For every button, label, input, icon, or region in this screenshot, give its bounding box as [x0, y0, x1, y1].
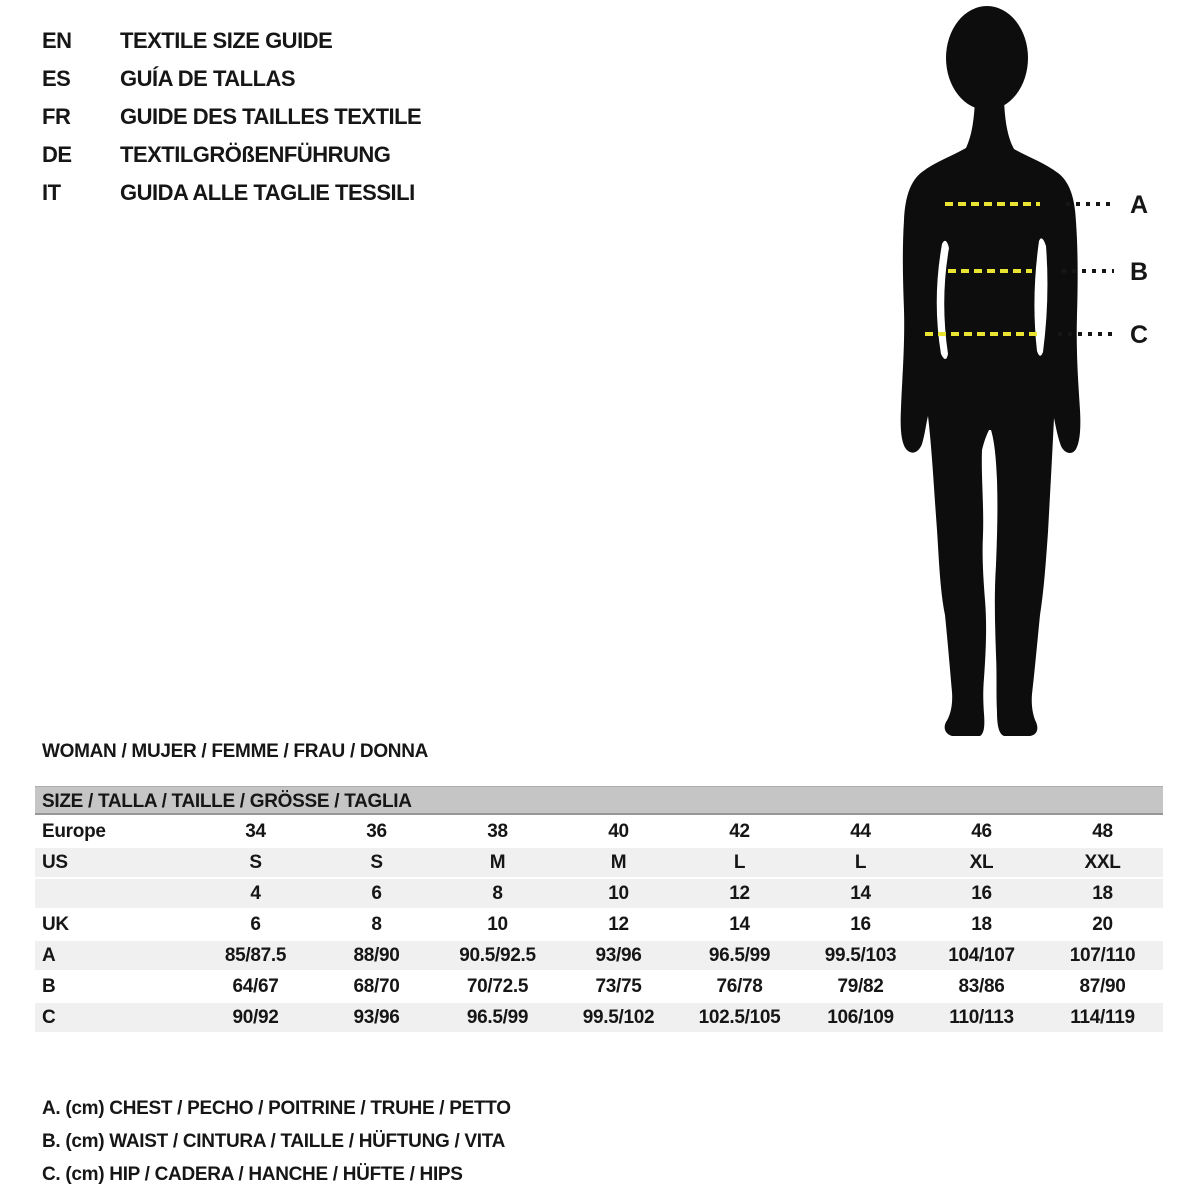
guide-title: GUIDA ALLE TAGLIE TESSILI: [120, 180, 415, 205]
measurement-legend: [42, 1092, 511, 1191]
language-row: [42, 136, 421, 174]
row-label: B: [42, 975, 56, 997]
size-cell: 107/110: [1069, 944, 1136, 966]
row-label: C: [42, 1006, 56, 1028]
size-cell: 12: [729, 882, 750, 904]
size-cell: 73/75: [595, 975, 642, 997]
size-cell: 16: [971, 882, 992, 904]
language-code: DE: [42, 142, 72, 167]
size-cell: XXL: [1084, 851, 1121, 873]
row-label: UK: [42, 913, 69, 935]
size-cell: 96.5/99: [466, 1006, 529, 1028]
size-table: [35, 786, 1163, 1032]
size-cell: 106/109: [827, 1006, 894, 1028]
size-cell: 6: [371, 882, 382, 904]
size-cell: 10: [487, 913, 508, 935]
size-cell: 83/86: [958, 975, 1005, 997]
size-cell: 90.5/92.5: [459, 944, 536, 966]
size-cell: XL: [969, 851, 994, 873]
guide-title: GUÍA DE TALLAS: [120, 66, 296, 91]
language-title-list: [42, 22, 421, 212]
section-title: WOMAN / MUJER / FEMME / FRAU / DONNA: [42, 741, 429, 762]
guide-title: TEXTILE SIZE GUIDE: [120, 28, 333, 53]
language-row: [42, 98, 421, 136]
legend-line: C. (cm) HIP / CADERA / HANCHE / HÜFTE / HIPS: [42, 1164, 463, 1185]
silhouette-svg: [890, 0, 1160, 740]
size-cell: 40: [608, 820, 629, 842]
size-cell: 36: [366, 820, 387, 842]
table-row: [35, 817, 1163, 846]
language-code: FR: [42, 104, 71, 129]
size-cell: 85/87.5: [224, 944, 287, 966]
woman-silhouette-figure: [890, 0, 1160, 740]
table-row: [35, 910, 1163, 939]
size-cell: 46: [971, 820, 992, 842]
marker-label-b: B: [1130, 258, 1149, 286]
marker-label-c: C: [1130, 321, 1149, 349]
size-cell: 68/70: [353, 975, 400, 997]
marker-label-a: A: [1130, 191, 1149, 219]
table-row: [35, 972, 1163, 1001]
language-code: EN: [42, 28, 72, 53]
size-cell: 48: [1092, 820, 1113, 842]
size-cell: 8: [492, 882, 503, 904]
size-table-body: [35, 817, 1163, 1032]
table-row: [35, 879, 1163, 908]
size-cell: 76/78: [716, 975, 763, 997]
size-cell: 104/107: [948, 944, 1015, 966]
size-cell: 12: [608, 913, 629, 935]
size-cell: 8: [371, 913, 382, 935]
size-cell: 114/119: [1070, 1006, 1135, 1028]
table-row: [35, 848, 1163, 877]
size-cell: 87/90: [1079, 975, 1126, 997]
size-cell: 64/67: [232, 975, 279, 997]
size-cell: 90/92: [232, 1006, 279, 1028]
table-row: [35, 1003, 1163, 1032]
size-cell: L: [854, 851, 867, 873]
size-cell: 79/82: [837, 975, 884, 997]
guide-title: GUIDE DES TAILLES TEXTILE: [120, 104, 422, 129]
size-cell: 110/113: [949, 1006, 1014, 1028]
size-cell: 14: [729, 913, 750, 935]
size-cell: L: [733, 851, 746, 873]
size-cell: 99.5/102: [582, 1006, 655, 1028]
size-cell: 99.5/103: [824, 944, 897, 966]
guide-title: TEXTILGRÖßENFÜHRUNG: [120, 142, 391, 167]
size-cell: 93/96: [595, 944, 642, 966]
language-code: ES: [42, 66, 71, 91]
language-row: [42, 60, 421, 98]
language-row: [42, 174, 421, 212]
size-cell: 96.5/99: [708, 944, 771, 966]
size-table-header: SIZE / TALLA / TAILLE / GRÖSSE / TAGLIA: [35, 786, 1163, 815]
size-cell: 4: [250, 882, 261, 904]
size-cell: 14: [850, 882, 871, 904]
silhouette-body: [901, 100, 1081, 736]
size-cell: 20: [1092, 913, 1113, 935]
table-row: [35, 941, 1163, 970]
legend-line: B. (cm) WAIST / CINTURA / TAILLE / HÜFTUNG / VITA: [42, 1131, 506, 1152]
size-cell: 70/72.5: [466, 975, 529, 997]
size-cell: 42: [729, 820, 750, 842]
size-cell: 88/90: [353, 944, 400, 966]
silhouette-head: [946, 6, 1028, 110]
legend-line: A. (cm) CHEST / PECHO / POITRINE / TRUHE / PETTO: [42, 1098, 511, 1119]
row-label: A: [42, 944, 56, 966]
size-cell: 16: [850, 913, 871, 935]
size-cell: 18: [1092, 882, 1113, 904]
size-cell: 44: [850, 820, 871, 842]
size-cell: 18: [971, 913, 992, 935]
size-cell: 93/96: [353, 1006, 400, 1028]
size-cell: M: [610, 851, 627, 873]
language-code: IT: [42, 180, 61, 205]
size-cell: S: [249, 851, 262, 873]
size-cell: S: [370, 851, 383, 873]
size-cell: 38: [487, 820, 508, 842]
row-label: US: [42, 851, 68, 873]
size-cell: 102.5/105: [698, 1006, 781, 1028]
size-cell: 10: [608, 882, 629, 904]
size-cell: 34: [245, 820, 266, 842]
row-label: Europe: [42, 820, 106, 842]
language-row: [42, 22, 421, 60]
size-cell: M: [489, 851, 506, 873]
size-cell: 6: [250, 913, 261, 935]
